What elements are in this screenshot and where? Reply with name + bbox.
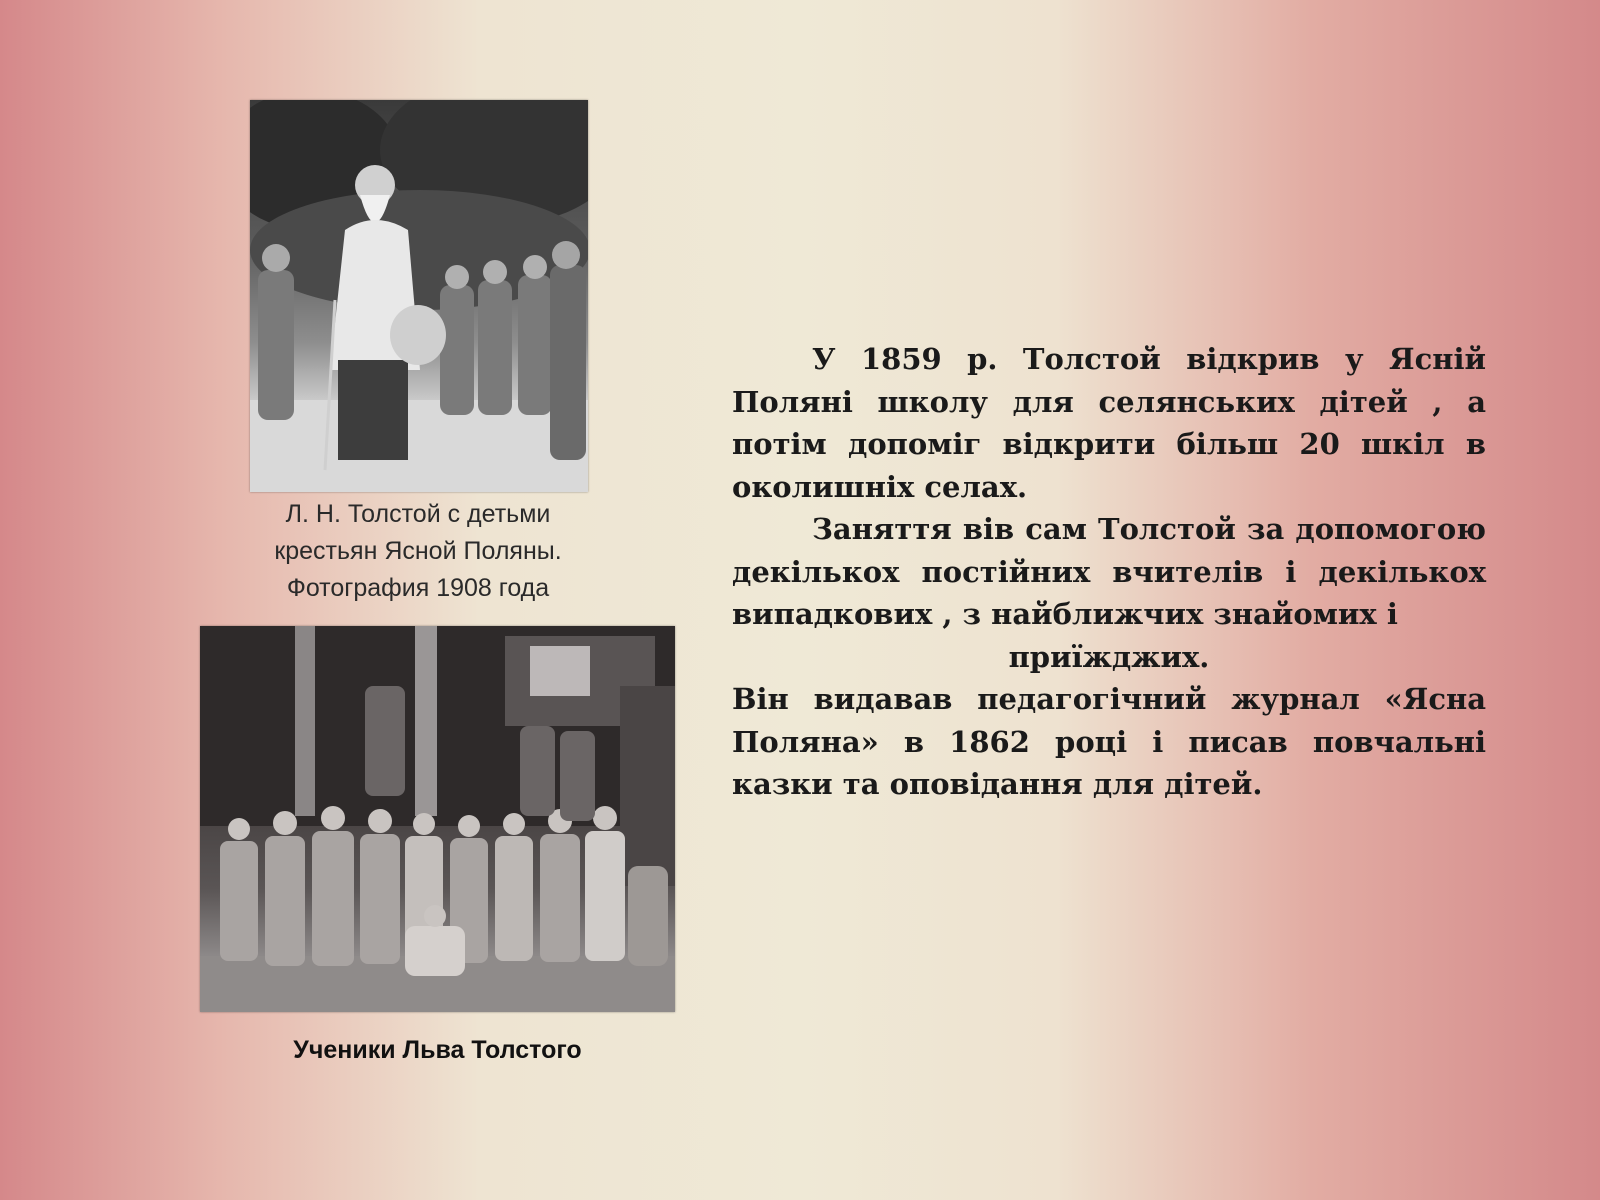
tolstoy-pupils-photo: [200, 626, 675, 1012]
top-photo-caption: [238, 496, 598, 607]
paragraph-school-founding: У 1859 р. Толстой відкрив у Ясній Поляні школу для селянських дітей , а потім допоміг відкрити більш 20 шкіл в околишніх селах.: [732, 342, 1486, 504]
bottom-photo-caption: Ученики Льва Толстого: [293, 1036, 582, 1064]
tolstoy-with-children-photo: [250, 100, 588, 492]
main-text-block: [732, 338, 1486, 806]
paragraph-teaching: Заняття вів сам Толстой за допомогою декількох постійних вчителів і декількох випадкових , з найближчих знайомих і: [732, 512, 1486, 631]
pupils-photo-illustration: [200, 626, 675, 1012]
top-caption-line: Л. Н. Толстой с детьми: [285, 500, 551, 528]
tolstoy-photo-illustration: [250, 100, 588, 492]
top-caption-line: крестьян Ясной Поляны.: [274, 537, 562, 565]
paragraph-journal: Він видавав педагогічний журнал «Ясна Поляна» в 1862 році і писав повчальні казки та оповідання для дітей.: [732, 682, 1486, 801]
paragraph-teaching-tail: приїжджих.: [1008, 639, 1210, 674]
top-caption-line: Фотография 1908 года: [286, 574, 550, 602]
